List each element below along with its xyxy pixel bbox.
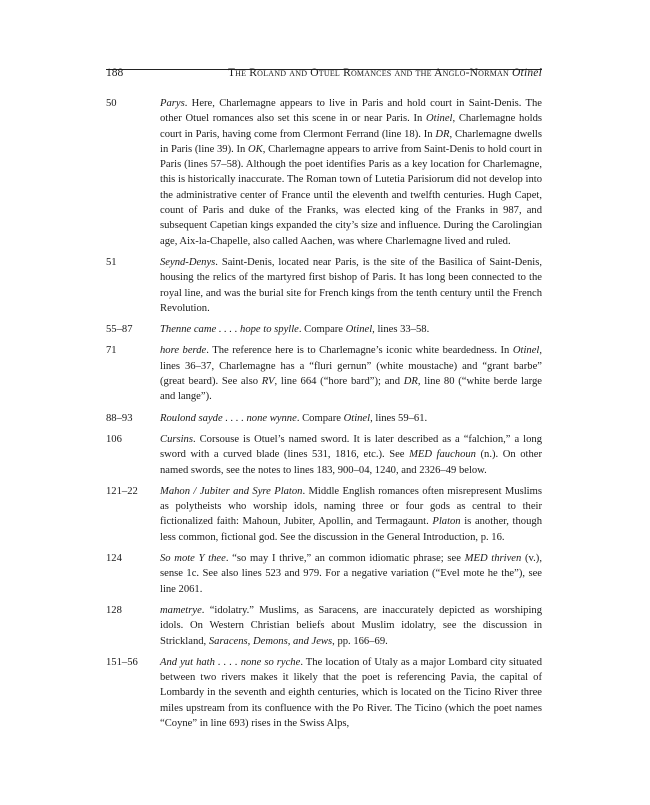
- note-text-segment: . “idolatry.” Muslims, as Saracens, are inaccurately depicted as worshiping idols. On Western Christian beliefs about Muslim idolatry, see the discussion in Strickland,: [160, 604, 542, 647]
- note-line-reference: 106: [106, 433, 122, 445]
- note-italic-term: DR: [403, 376, 418, 388]
- note-text-segment: . Corsouse is Otuel’s named sword. It is later described as a “falchion,” a long sword with a curved blade (lines 531, 1816, etc.). See: [160, 433, 542, 461]
- note-text-segment: , Charlemagne appears to arrive from Saint-Denis to hold court in Paris (lines 57–58). Although the poet identifies Paris as a key location for Charlemagne, this is historically inaccurate. The Roman town of Lutetia Parisiorum did not develop into the administrative center of France until the eleventh and twelfth centuries. Hugh Capet, count of Paris and duke of the Franks, was elected king of the Franks in 987, and subsequent Capetian kings expanded the city’s size and influence. During the Carolingian age, Aix-la-Chapelle, also called Aachen, was where Charlemagne lived and ruled.: [160, 143, 542, 247]
- note-italic-term: RV: [261, 376, 275, 388]
- note-text: [160, 411, 542, 426]
- note-text: [160, 551, 542, 597]
- note-italic-term: mametrye: [160, 604, 202, 616]
- note-line-reference: 71: [106, 345, 117, 357]
- note-entry: [106, 96, 542, 249]
- note-text-segment: . The location of Utaly as a major Lombard city situated between two rivers makes it likely that the poet is referencing Pavia, the capital of Lombardy in the seventh and eighth centuries, which is located on the Ticino River three miles upstream from its confluence with the Po River. The Ticino (which the poet names “Coyne” in line 693) rises in the Swiss Alps,: [160, 656, 542, 729]
- note-text-segment: , lines 33–58.: [372, 324, 430, 336]
- note-entry: [106, 343, 542, 404]
- note-line-reference: 128: [106, 604, 122, 616]
- note-text-segment: , line 80 (“white berde large and lange”).: [160, 376, 542, 403]
- note-text: [160, 96, 542, 249]
- note-italic-term: And yut hath . . . . none so ryche: [160, 656, 301, 668]
- note-entry: [106, 255, 542, 316]
- running-title: [228, 66, 542, 80]
- note-text-segment: , pp. 166–69.: [332, 635, 388, 647]
- note-text-segment: . Here, Charlemagne appears to live in Paris and hold court in Saint-Denis. The other Otuel romances also set this scene in or near Paris. In: [160, 98, 542, 125]
- note-italic-term: Otinel: [345, 324, 373, 336]
- note-text-segment: (n.). On other named swords, see the notes to lines 183, 900–04, 1240, and 2326–49 below.: [160, 449, 542, 476]
- note-text-segment: , lines 59–61.: [370, 412, 428, 424]
- note-italic-term: DR: [435, 128, 450, 140]
- note-text: [160, 322, 542, 337]
- note-entry: [106, 551, 542, 597]
- note-italic-term: Parys: [160, 98, 185, 109]
- note-line-reference: 55–87: [106, 324, 133, 336]
- note-text: [160, 343, 542, 404]
- running-header: [106, 66, 542, 79]
- note-entry: [106, 484, 542, 545]
- note-line-reference: 151–56: [106, 656, 138, 668]
- notes-list: [106, 96, 542, 737]
- note-text-segment: . Saint-Denis, located near Paris, is the site of the Basilica of Saint-Denis, housing the relics of the martyred first bishop of Paris. It has long been connected to the royal line, and was the burial site for French kings from the tenth century until the French Revolution.: [160, 256, 542, 314]
- note-entry: [106, 411, 542, 426]
- note-text-segment: (v.), sense 1c. See also lines 523 and 979. For a negative variation (“Evel mote he the”), see line 2061.: [160, 553, 542, 595]
- note-text-segment: . The reference here is to Charlemagne’s iconic white beardedness. In: [206, 345, 513, 357]
- note-text-segment: is another, though less common, fictional god. See the discussion in the General Introduction, p. 16.: [160, 516, 542, 543]
- note-text-segment: . Compare: [298, 324, 346, 336]
- note-italic-term: MED fauchoun: [409, 449, 476, 461]
- note-entry: [106, 603, 542, 649]
- note-line-reference: 51: [106, 256, 117, 268]
- note-text-segment: , line 664 (“hore bard”); and: [274, 376, 404, 388]
- note-italic-term: Platon: [432, 516, 461, 528]
- note-italic-term: Otinel: [512, 345, 540, 357]
- running-title-emphasis: Otinel: [512, 67, 542, 79]
- note-text: [160, 432, 542, 478]
- note-italic-term: Otinel: [343, 412, 371, 424]
- note-text: [160, 655, 542, 731]
- note-italic-term: Otinel: [426, 113, 453, 125]
- running-title-prefix: The Roland and Otuel Romances and the Anglo-Norman: [227, 67, 513, 79]
- note-italic-term: Thenne came . . . . hope to spylle: [160, 324, 299, 336]
- note-entry: [106, 432, 542, 478]
- note-italic-term: Saracens, Demons, and Jews: [208, 635, 333, 647]
- note-line-reference: 88–93: [106, 412, 133, 424]
- note-text: [160, 255, 542, 316]
- page-number: 188: [106, 67, 124, 79]
- note-italic-term: MED thriven: [464, 553, 522, 565]
- note-italic-term: Mahon / Jubiter and Syre Platon: [160, 485, 303, 497]
- note-text-segment: . “so may I thrive,” an common idiomatic phrase; see: [225, 553, 465, 565]
- note-italic-term: OK: [248, 143, 263, 155]
- note-line-reference: 121–22: [106, 485, 138, 497]
- note-text: [160, 484, 542, 545]
- note-italic-term: Seynd-Denys: [160, 256, 216, 268]
- note-text-segment: , lines 36–37, Charlemagne has a “fluri gernun” (white moustache) and “grant barbe” (great beard). See also: [160, 345, 542, 388]
- note-entry: [106, 322, 542, 337]
- note-text: [160, 603, 542, 649]
- note-line-reference: 50: [106, 98, 117, 109]
- note-text-segment: . Middle English romances often misrepresent Muslims as polytheists who worship idols, naming three or four gods as central to their fictionalized faith: Mahoun, Jubiter, Apollin, and Termagaunt.: [160, 485, 542, 528]
- note-italic-term: Roulond sayde . . . . none wynne: [160, 412, 297, 424]
- note-line-reference: 124: [106, 553, 122, 565]
- note-text-segment: , Charlemagne holds court in Paris, having come from Clermont Ferrand (line 18). In: [160, 113, 542, 140]
- note-italic-term: So mote Y thee: [160, 553, 226, 565]
- note-text-segment: , Charlemagne dwells in Paris (line 39). In: [160, 128, 542, 155]
- note-text-segment: . Compare: [296, 412, 344, 424]
- note-italic-term: hore berde: [160, 345, 207, 357]
- note-italic-term: Cursins: [160, 433, 193, 445]
- note-entry: [106, 655, 542, 731]
